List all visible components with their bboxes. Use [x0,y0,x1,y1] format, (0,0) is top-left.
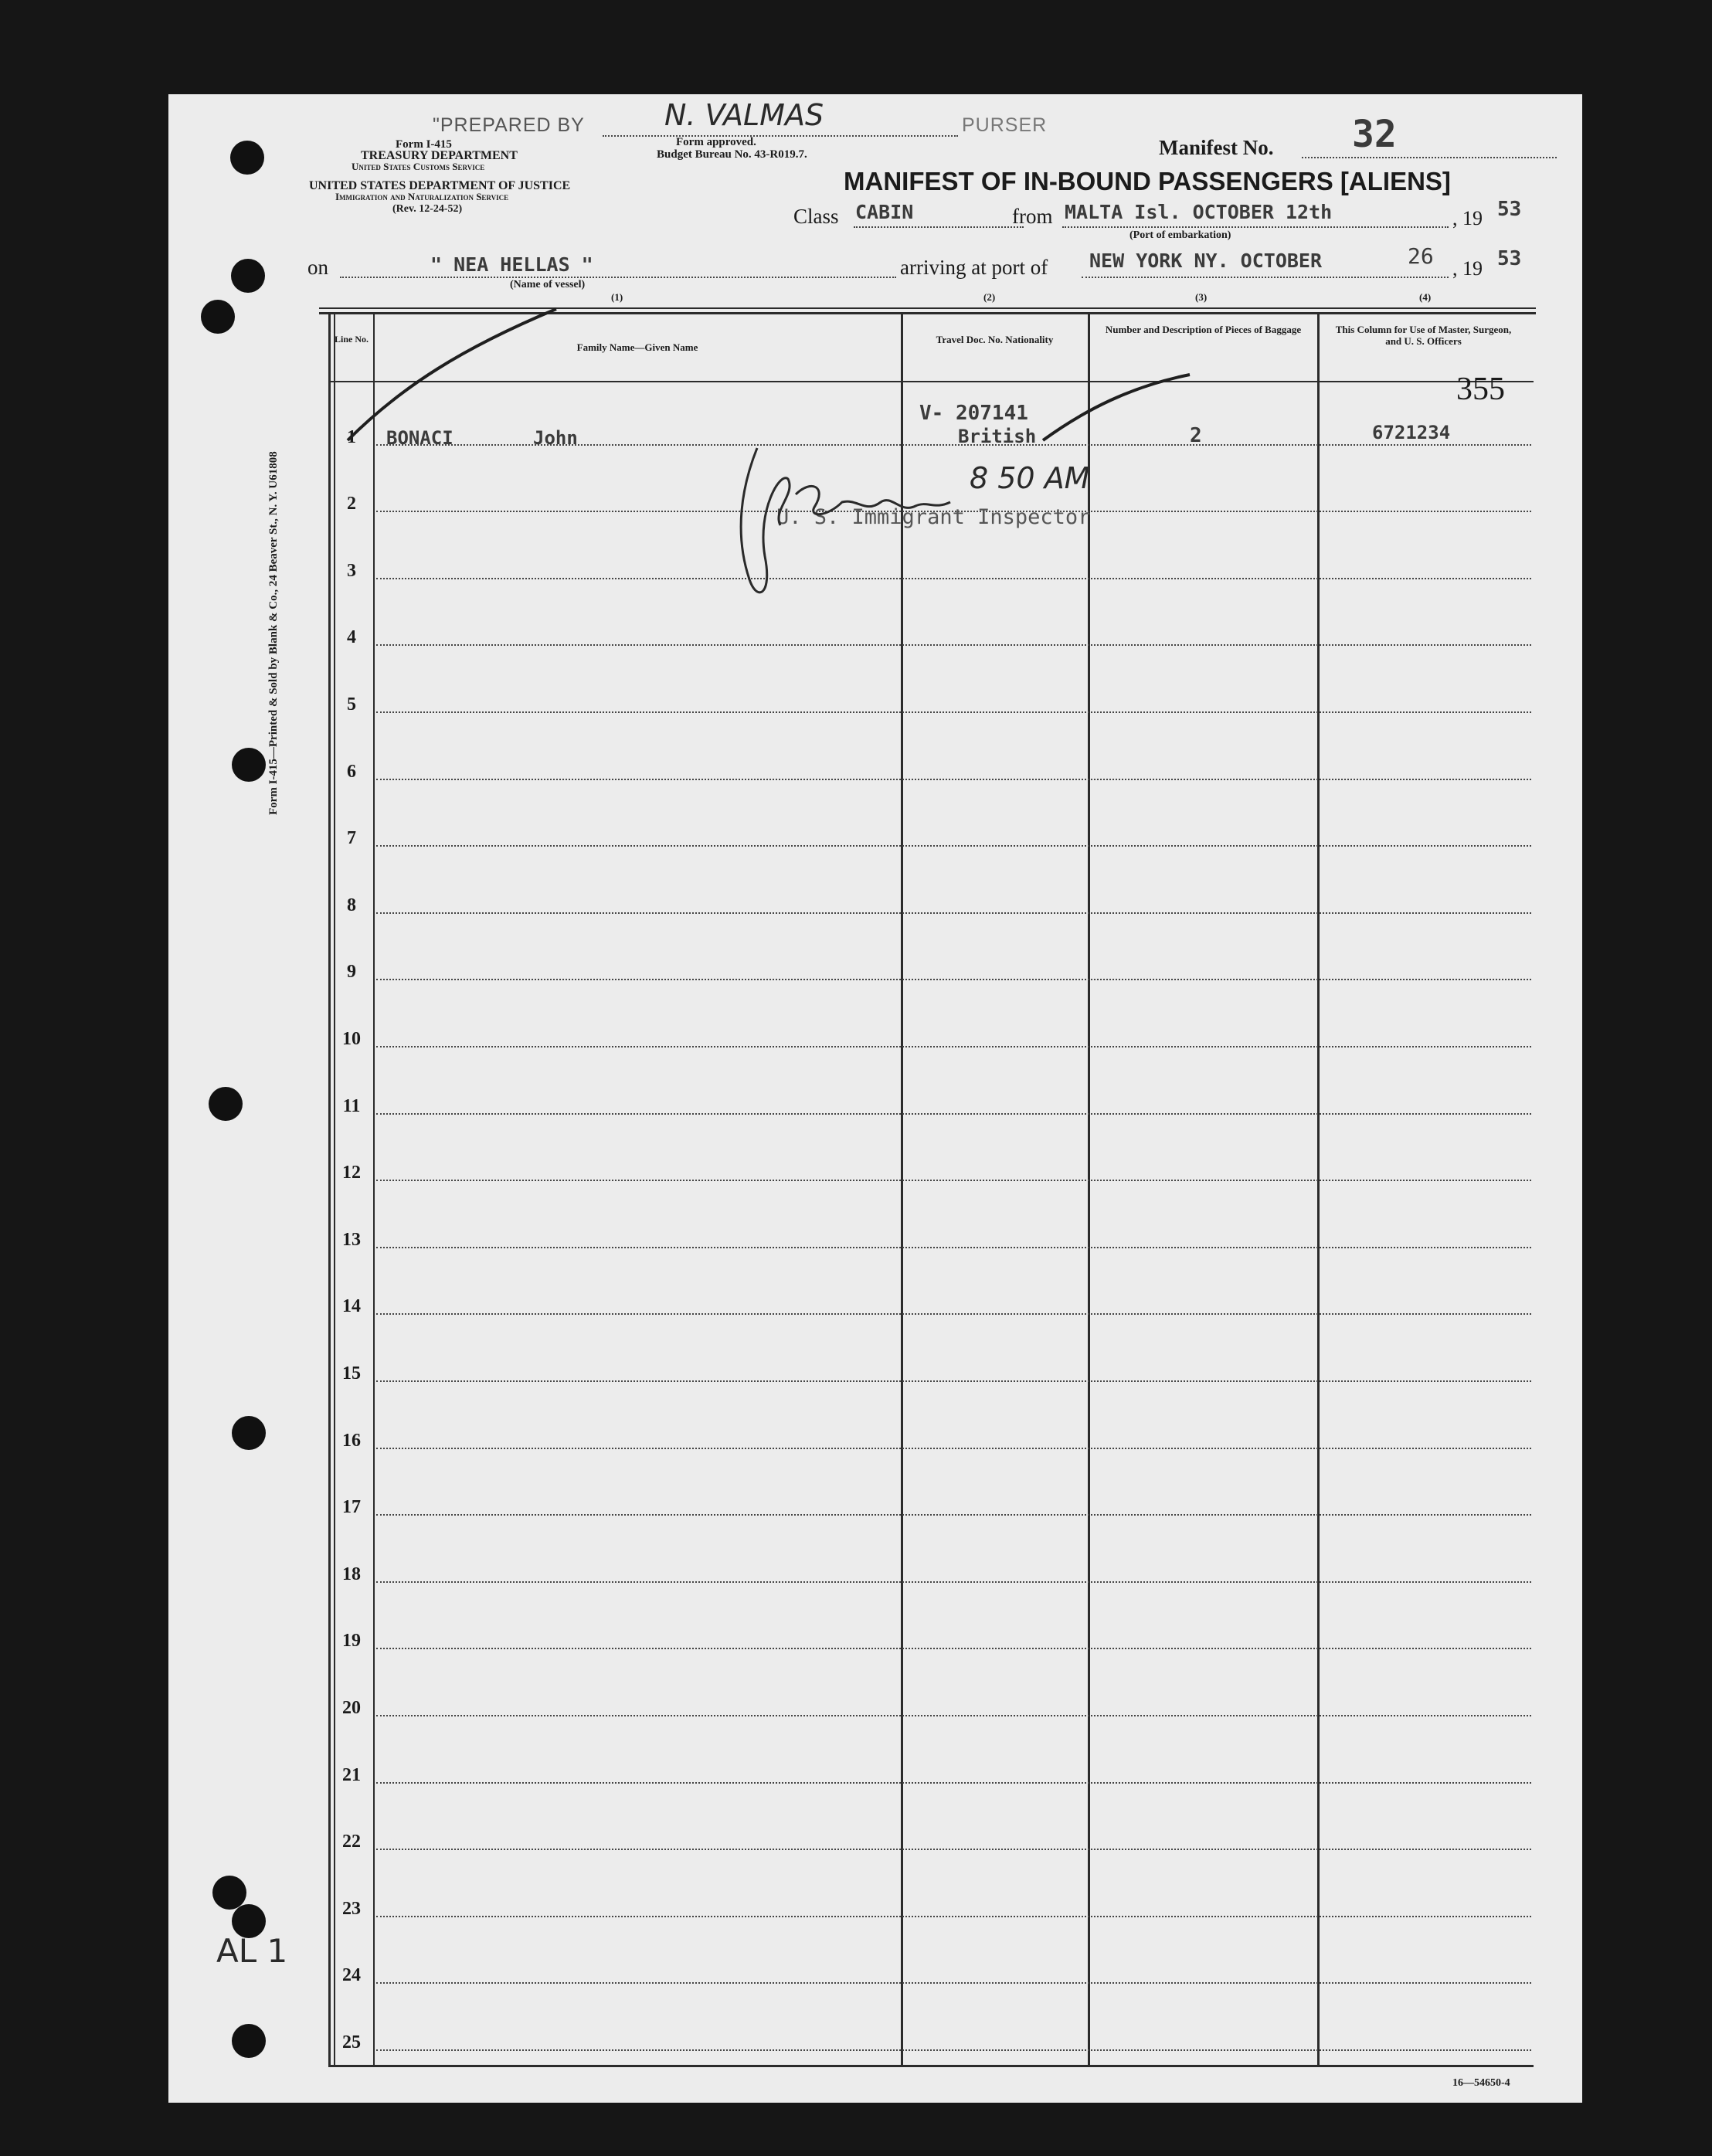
punch-hole [201,300,235,334]
entry-nationality: British [958,426,1037,447]
officer-stamp-number: 355 [1456,372,1505,407]
row-line [376,1982,1531,1984]
class-label: Class [793,205,839,228]
row-line [376,1782,1531,1784]
row-line [376,1113,1531,1115]
from-line [1062,226,1449,228]
line-number: 19 [342,1631,361,1651]
arriving-value: NEW YORK NY. OCTOBER [1089,250,1323,272]
column-number-1: (1) [611,291,623,303]
form-approved: Form approved. [676,136,756,148]
row-line [376,1715,1531,1716]
line-number: 1 [347,427,356,447]
line-number: 4 [347,627,356,647]
line-number: 22 [342,1832,361,1852]
header-name: Family Name—Given Name [576,341,698,353]
side-imprint: Form I-415—Printed & Sold by Blank & Co., 24 Beaver St., N. Y. U61808 [267,451,280,815]
punch-hole [231,259,265,293]
row-line [376,1247,1531,1248]
line-number: 3 [347,561,356,581]
line-number: 24 [342,1965,361,1985]
entry-given-name: John [533,427,578,449]
row-line [376,1849,1531,1850]
row-line [376,779,1531,780]
row-line [376,2049,1531,2051]
budget-bureau: Budget Bureau No. 43-R019.7. [657,148,807,161]
prepared-by-name: N. VALMAS [664,98,824,132]
manifest-no-label: Manifest No. [1159,136,1274,159]
row-line [376,1380,1531,1382]
arriving-label: arriving at port of [900,256,1048,279]
purser-label: PURSER [962,114,1048,136]
entry-baggage: 2 [1190,424,1202,447]
vessel-name: " NEA HELLAS " [430,253,593,276]
vessel-line [340,277,896,278]
row-line [376,979,1531,980]
margin-note: AL 1 [216,1932,288,1970]
line-number: 21 [342,1765,361,1785]
class-value: CABIN [855,201,914,223]
class-line [854,226,1024,228]
row-line [376,845,1531,847]
line-number: 12 [342,1163,361,1183]
punch-hole [212,1876,246,1910]
line-number: 14 [342,1296,361,1316]
line-number: 6 [347,762,356,782]
entry-officer-note: 6721234 [1372,422,1451,443]
line-number: 25 [342,2032,361,2052]
from-label: from [1012,205,1053,228]
line-number: 2 [347,494,356,514]
row-line [376,1581,1531,1583]
prepared-by-label: "PREPARED BY [433,114,585,136]
line-number: 18 [342,1564,361,1584]
line-number: 9 [347,962,356,982]
column-divider-baggage [1317,312,1320,2067]
row-line [376,912,1531,914]
line-number: 7 [347,828,356,848]
line-number: 23 [342,1899,361,1919]
header-travel-doc: Travel Doc. No. Nationality [936,334,1054,345]
form-number: Form I-415 [396,138,452,151]
customs-service: United States Customs Service [352,161,485,172]
from-value: MALTA Isl. OCTOBER 12th [1065,201,1333,223]
punch-hole [232,748,266,782]
justice-dept: UNITED STATES DEPARTMENT OF JUSTICE [309,179,571,192]
row-line [376,1313,1531,1315]
line-number: 20 [342,1698,361,1718]
port-caption: (Port of embarkation) [1129,229,1231,241]
row-line [376,1180,1531,1181]
year-prefix-1: , 19 [1452,207,1483,229]
table-bottom-border [328,2065,1534,2067]
line-number: 5 [347,694,356,715]
column-number-4: (4) [1419,291,1432,303]
line-number: 15 [342,1363,361,1384]
line-number: 13 [342,1230,361,1250]
line-number: 17 [342,1497,361,1517]
prepared-by-line [603,135,958,137]
header-officers: This Column for Use of Master, Surgeon, and U. S. Officers [1335,324,1512,347]
entry-family-name: BONACI [386,427,453,449]
row-line [376,644,1531,646]
vessel-caption: (Name of vessel) [510,279,586,290]
treasury-dept: TREASURY DEPARTMENT [361,149,518,162]
manifest-no-line [1302,157,1557,158]
arrival-day: 26 [1408,243,1434,269]
punch-hole [232,2024,266,2058]
column-number-3: (3) [1195,291,1208,303]
punch-hole [232,1416,266,1450]
column-number-2: (2) [983,291,996,303]
year-2: 53 [1497,247,1522,270]
year-prefix-2: , 19 [1452,257,1483,280]
entry-travel-doc-no: V- 207141 [919,402,1028,425]
line-number: 10 [342,1029,361,1049]
line-number: 16 [342,1431,361,1451]
inspector-stamp: U. S. Immigrant Inspector [776,505,1091,529]
row-line [376,1916,1531,1917]
check-mark [1039,371,1194,448]
row-line [376,1648,1531,1649]
inspector-time: 8 50 AM [970,461,1090,495]
manifest-title: MANIFEST OF IN-BOUND PASSENGERS [ALIENS] [844,167,1451,195]
row-line [376,1514,1531,1516]
header-baggage: Number and Description of Pieces of Baggage [1105,324,1302,335]
arriving-line [1082,277,1449,278]
line-number: 11 [342,1096,361,1116]
row-line [376,711,1531,713]
inspector-signature [726,440,989,610]
footer-code: 16—54650-4 [1452,2077,1510,2089]
row-line [376,1046,1531,1047]
header-line-no: Line No. [334,334,369,345]
row-line [376,1448,1531,1449]
line-number: 8 [347,895,356,915]
manifest-no: 32 [1352,113,1397,156]
on-label: on [307,256,328,279]
year-1: 53 [1497,198,1522,221]
column-divider-travel [1088,312,1090,2067]
punch-hole [230,141,264,175]
punch-hole [209,1087,243,1121]
check-mark [340,301,564,448]
revision: (Rev. 12-24-52) [392,203,463,215]
ins: Immigration and Naturalization Service [335,191,509,202]
